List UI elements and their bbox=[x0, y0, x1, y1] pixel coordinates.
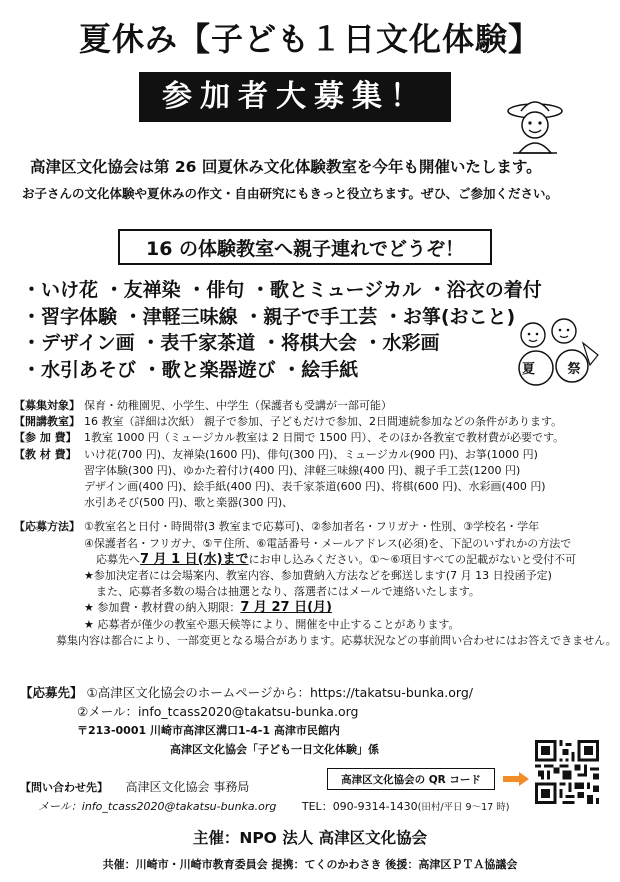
class-list-line: ・習字体験 ・津軽三味線 ・親子で手工芸 ・お箏(おこと) bbox=[22, 305, 516, 328]
recruitment-banner: 参加者大募集！ bbox=[139, 72, 451, 122]
notice-1: ★参加決定者には会場案内、教室内容、参加費納入方法などを郵送します(7 月 13 日投函予定) bbox=[84, 569, 552, 583]
apply-line-3 bbox=[14, 552, 614, 568]
straw-hat-mascot-icon bbox=[505, 95, 565, 160]
apply-label: 【応募方法】 bbox=[14, 520, 80, 534]
intro-line-2: お子さんの文化体験や夏休みの作文・自由研究にもきっと役立ちます。ぜひ、ご参加ください。 bbox=[22, 186, 559, 201]
classes-label: 【開講教室】 bbox=[14, 415, 80, 429]
material-label: 【教 材 費】 bbox=[14, 447, 77, 461]
fee-label: 【参 加 費】 bbox=[14, 431, 77, 445]
qr-code-icon[interactable] bbox=[535, 740, 599, 804]
sponsor: 主催：NPO 法人 高津区文化協会 bbox=[192, 829, 428, 847]
notice-3: ★ 応募者が僅少の教室や悪天候等により、開催を中止することがあります。 bbox=[84, 617, 460, 631]
material-line: 水引あそび(500 円)、歌と楽器(300 円)、 bbox=[84, 496, 294, 510]
apply-line-3-post: にお申し込みください。①～⑥項目すべての記載がないと受付不可 bbox=[248, 552, 577, 566]
apply-line-1: ①教室名と日付・時間帯(3 教室まで応募可)、②参加者名・フリガナ・性別、③学校名・学年 bbox=[84, 520, 540, 534]
intro-line-1: 高津区文化協会は第 26 回夏休み文化体験教室を今年も開催いたします。 bbox=[30, 158, 542, 176]
application-label: 【応募先】 bbox=[20, 685, 83, 700]
fee-row bbox=[14, 430, 614, 446]
page-title: 夏休み【子ども１日文化体験】 bbox=[78, 20, 541, 58]
class-list-line: ・デザイン画 ・表千家茶道 ・将棋大会 ・水彩画 bbox=[22, 332, 440, 354]
class-list bbox=[22, 277, 542, 383]
target-label: 【募集対象】 bbox=[14, 399, 80, 412]
festival-sign-text: 夏 祭 bbox=[522, 362, 595, 377]
apply-line-3-pre: 応募先へ bbox=[96, 552, 140, 566]
inquiry-org: 高津区文化協会 事務局 bbox=[125, 780, 250, 794]
inquiry-email[interactable]: メール：info_tcass2020@takatsu-bunka.org bbox=[38, 800, 277, 813]
apply-line-2: ④保護者名・フリガナ、⑤〒住所、⑥電話番号・メールアドレス(必須)を、下記のいずれかの方法で bbox=[84, 536, 572, 550]
qr-code-label: 高津区文化協会の QR コード bbox=[327, 768, 495, 790]
material-row bbox=[14, 447, 614, 463]
inquiry-tel[interactable]: TEL：090-9314-1430 bbox=[301, 800, 418, 813]
target-row bbox=[14, 398, 614, 414]
inquiry-section bbox=[20, 778, 509, 817]
payment-deadline-line bbox=[14, 600, 614, 616]
fee-value: 1教室 1000 円（ミュージカル教室は 2 日間で 1500 円）、そのほか各教室で教材費が必要です。 bbox=[84, 431, 565, 445]
notice-2: また、応募者多数の場合は抽選となり、落選者にはメールで連絡いたします。 bbox=[96, 585, 480, 599]
payment-pre: ★ 参加費・教材費の納入期限： bbox=[84, 601, 241, 615]
supporters: 共催：川崎市・川崎市教育委員会 提携：てくのかわさき 後援：高津区ＰＴＡ協議会 bbox=[102, 858, 518, 871]
notice-4: 募集内容は都合により、一部変更となる場合があります。応募状況などの事前問い合わせにはお答えできません。 bbox=[56, 633, 617, 647]
target-value: 保育・幼稚園児、小学生、中学生（保護者も受講が一部可能） bbox=[84, 399, 392, 412]
class-list-line: ・いけ花 ・友禅染 ・俳句 ・歌とミュージカル ・浴衣の着付 bbox=[22, 279, 542, 301]
apply-row bbox=[14, 519, 614, 535]
apply-deadline: 7 月 1 日(水)まで bbox=[140, 551, 249, 567]
application-attn: 高津区文化協会「子ども一日文化体験」係 bbox=[170, 743, 379, 756]
application-web-link[interactable]: ①高津区文化協会のホームページから：https://takatsu-bunka.org/ bbox=[86, 685, 473, 700]
details-section bbox=[14, 398, 617, 649]
material-line: デザイン画(400 円)、絵手紙(400 円)、表千家茶道(600 円)、将棋(600 円)、水彩画(400 円) bbox=[84, 480, 546, 494]
classes-row bbox=[14, 414, 614, 430]
material-line: いけ花(700 円)、友禅染(1600 円)、俳句(300 円)、ミュージカル(900 円)、お箏(1000 円) bbox=[84, 447, 538, 461]
application-mail-link[interactable]: ②メール：info_tcass2020@takatsu-bunka.org bbox=[77, 704, 359, 719]
payment-deadline: 7 月 27 日(月) bbox=[240, 600, 332, 616]
classes-heading-box: 16 の体験教室へ親子連れでどうぞ！ bbox=[118, 229, 492, 265]
material-line: 習字体験(300 円)、ゆかた着付け(400 円)、津軽三味線(400 円)、親子手工芸(1200 円) bbox=[84, 463, 521, 477]
classes-value: 16 教室（詳細は次紙） 親子で参加、子どもだけで参加、2日間連続参加などの条件があります。 bbox=[84, 415, 563, 429]
inquiry-tel-note: (田村/平日 9～17 時) bbox=[417, 802, 510, 813]
application-section bbox=[20, 683, 473, 759]
inquiry-label: 【問い合わせ先】 bbox=[20, 781, 108, 794]
class-list-line: ・水引あそび ・歌と楽器遊び ・絵手紙 bbox=[22, 358, 359, 381]
application-address: 〒213-0001 川崎市高津区溝口1-4-1 高津市民館内 bbox=[77, 724, 340, 737]
